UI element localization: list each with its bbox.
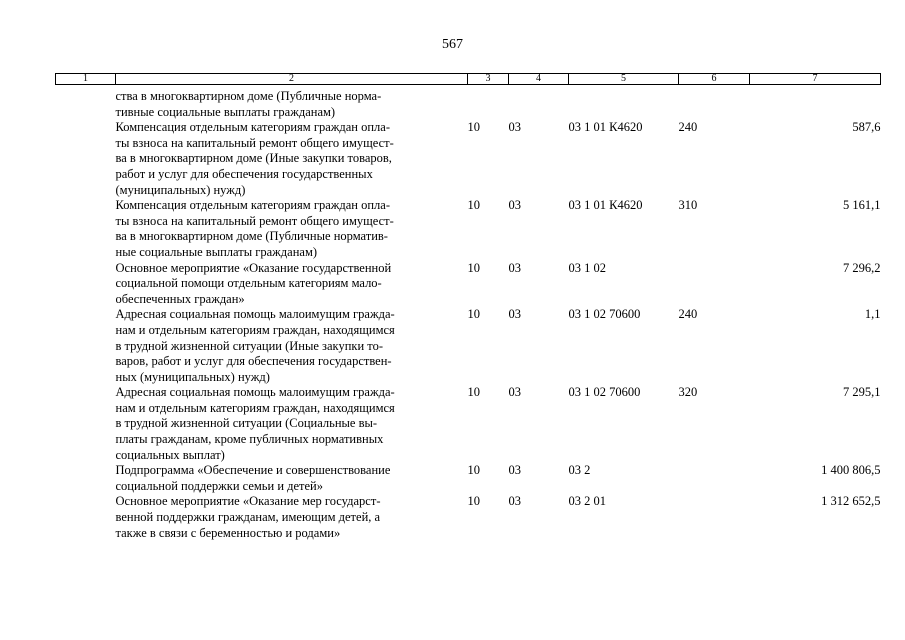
row-description-text: Компенсация отдельным категориям граждан опла- ты взноса на капитальный ремонт общего имущест- ва в многоквартирном доме (Публичные норматив- ные социальные выплаты гражданам) [115, 198, 394, 259]
row-amount: 1 400 806,5 [821, 463, 881, 478]
row-subsection-code: 03 [508, 463, 521, 478]
table-row [56, 307, 881, 385]
column-header-5: 5 [569, 74, 679, 85]
row-subsection-code: 03 [508, 307, 521, 322]
page-number: 567 [442, 37, 463, 52]
row-blank-cell [56, 463, 116, 494]
table-row [56, 385, 881, 463]
row-subsection-code: 03 [508, 260, 521, 275]
row-section-code: 10 [467, 463, 480, 478]
table-row [56, 198, 881, 260]
row-amount: 5 161,1 [843, 198, 881, 213]
row-description [116, 85, 468, 121]
row-blank-cell [56, 120, 116, 198]
row-expense-type [679, 85, 750, 121]
row-amount: 7 296,2 [843, 260, 881, 275]
table-row [56, 261, 881, 308]
row-description [116, 385, 468, 463]
column-header-6: 6 [679, 74, 750, 85]
row-section-code [468, 85, 509, 121]
row-target-article: 03 2 [568, 463, 591, 478]
row-description-text: ства в многоквартирном доме (Публичные норма- тивные социальные выплаты гражданам) [115, 89, 382, 119]
row-amount: 7 295,1 [843, 385, 881, 400]
row-subsection-code: 03 [508, 385, 521, 400]
row-target-article: 03 1 01 К4620 [568, 198, 643, 213]
row-blank-cell [56, 261, 116, 308]
row-expense-type: 240 [678, 307, 698, 322]
row-description-text: Компенсация отдельным категориям граждан опла- ты взноса на капитальный ремонт общего имущест- ва в многоквартирном доме (Иные закупки товаров, работ и услуг для обеспечения государственных (муниципальных) нужд) [115, 120, 394, 197]
row-amount: 1,1 [864, 307, 881, 322]
row-section-code: 10 [467, 385, 480, 400]
row-description-text: Основное мероприятие «Оказание мер государст- венной поддержки гражданам, имеющим детей, а также в связи с беременностью и родами» [115, 494, 381, 540]
row-target-article: 03 1 02 [568, 260, 606, 275]
table-row [56, 85, 881, 121]
table-row [56, 463, 881, 494]
row-expense-type: 320 [678, 385, 698, 400]
column-header-1: 1 [56, 74, 116, 85]
row-target-article: 03 1 02 70600 [568, 385, 641, 400]
row-amount: 587,6 [852, 120, 881, 135]
row-subsection-code: 03 [508, 494, 521, 509]
column-header-7: 7 [750, 74, 881, 85]
row-description-text: Подпрограмма «Обеспечение и совершенствование социальной поддержки семьи и детей» [115, 463, 391, 493]
row-description [116, 198, 468, 260]
row-section-code: 10 [467, 260, 480, 275]
row-section-code: 10 [467, 198, 480, 213]
table-body [56, 85, 881, 542]
row-subsection-code [509, 85, 569, 121]
row-description-text: Основное мероприятие «Оказание государственной социальной помощи отдельным категориям мало- обеспеченных граждан» [115, 260, 392, 306]
row-description-text: Адресная социальная помощь малоимущим гражда- нам и отдельным категориям граждан, находящимся в трудной жизненной ситуации (Иные закупки то- варов, работ и услуг для обеспечения государствен- ных (муниципальных) нужд) [115, 307, 395, 384]
table-row [56, 120, 881, 198]
row-target-article [569, 85, 679, 121]
row-description [116, 307, 468, 385]
row-amount: 1 312 652,5 [821, 494, 881, 509]
row-expense-type [679, 494, 750, 541]
row-section-code: 10 [467, 120, 480, 135]
row-description [116, 120, 468, 198]
row-description-text: Адресная социальная помощь малоимущим гражда- нам и отдельным категориям граждан, находящимся в трудной жизненной ситуации (Социальные вы- платы гражданам, кроме публичных нормативных социальных выплат) [115, 385, 395, 462]
row-expense-type [679, 463, 750, 494]
table-row [56, 494, 881, 541]
row-description [116, 494, 468, 541]
row-description [116, 463, 468, 494]
row-section-code: 10 [467, 307, 480, 322]
row-target-article: 03 1 01 К4620 [568, 120, 643, 135]
column-header-3: 3 [468, 74, 509, 85]
row-target-article: 03 2 01 [568, 494, 606, 509]
row-expense-type: 240 [678, 120, 698, 135]
row-section-code: 10 [467, 494, 480, 509]
row-amount [750, 85, 881, 121]
row-blank-cell [56, 85, 116, 121]
row-blank-cell [56, 385, 116, 463]
row-target-article: 03 1 02 70600 [568, 307, 641, 322]
column-header-2: 2 [116, 74, 468, 85]
row-blank-cell [56, 307, 116, 385]
row-subsection-code: 03 [508, 198, 521, 213]
table-header-row [56, 74, 881, 85]
row-blank-cell [56, 494, 116, 541]
row-expense-type: 310 [678, 198, 698, 213]
budget-table [55, 73, 881, 541]
row-blank-cell [56, 198, 116, 260]
row-subsection-code: 03 [508, 120, 521, 135]
row-description [116, 261, 468, 308]
row-expense-type [679, 261, 750, 308]
column-header-4: 4 [509, 74, 569, 85]
